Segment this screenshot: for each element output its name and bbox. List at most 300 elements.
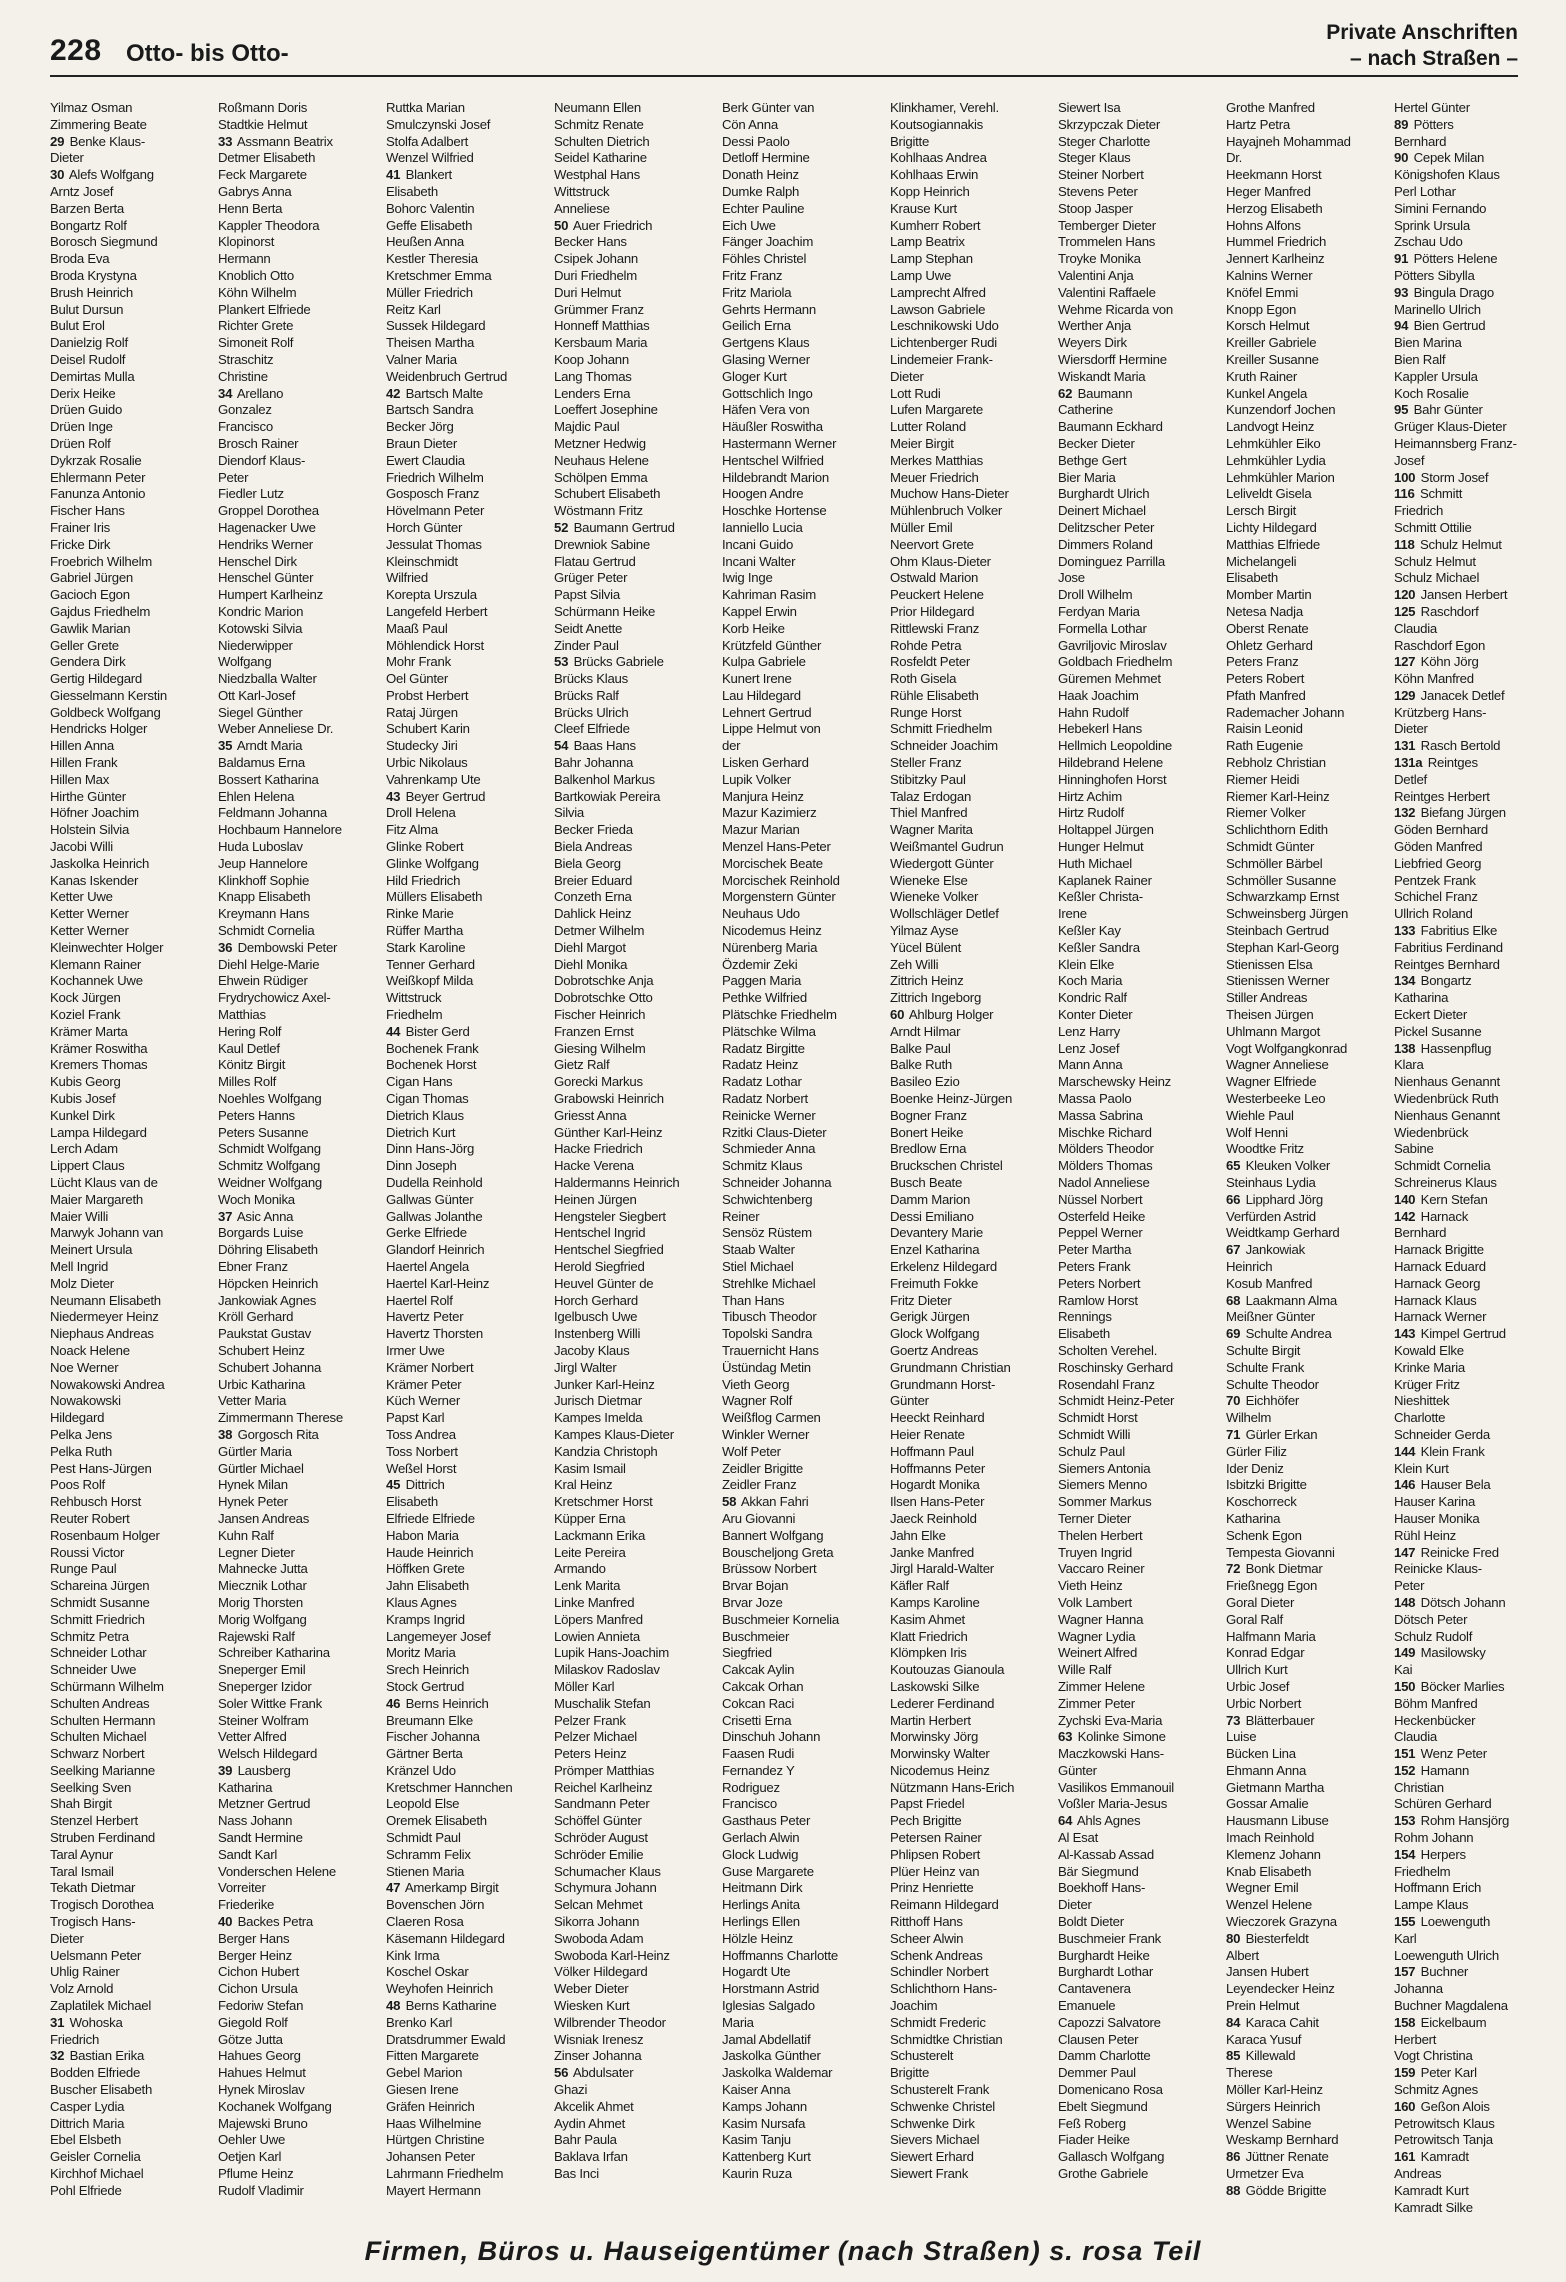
list-item: Wiskandt Maria xyxy=(1058,368,1146,384)
list-item: Morwinsky Walter xyxy=(890,1746,990,1762)
list-item: Häußler Roswitha xyxy=(722,419,823,435)
list-item: Herzog Elisabeth xyxy=(1226,200,1323,216)
list-item: Muschalik Stefan xyxy=(554,1695,651,1711)
list-item: Pelzer Frank xyxy=(554,1712,626,1728)
list-item: Skrzypczak Dieter xyxy=(1058,116,1161,132)
house-number: 31 xyxy=(50,2014,65,2030)
list-item: Grothe Gabriele xyxy=(1058,2166,1149,2182)
list-item: Lupik Volker xyxy=(722,771,791,787)
list-item: Klaus Agnes xyxy=(386,1594,457,1610)
list-item: Sommer Markus xyxy=(1058,1494,1152,1510)
list-item: Mölders Thomas xyxy=(1058,1158,1153,1174)
house-number: 41 xyxy=(386,167,401,183)
house-number: 44 xyxy=(386,1023,401,1039)
list-item: 62 Baumann xyxy=(1058,385,1133,401)
house-number: 146 xyxy=(1394,1477,1416,1493)
list-item: Nieshittek xyxy=(1394,1393,1450,1409)
list-item: Netesa Nadja xyxy=(1226,603,1303,619)
list-item: Jaskolka Heinrich xyxy=(50,855,150,871)
list-item: Friedhelm xyxy=(386,1007,443,1023)
list-item: Laskowski Silke xyxy=(890,1678,980,1694)
list-item: Bethge Gert xyxy=(1058,452,1127,468)
house-number: 70 xyxy=(1226,1393,1241,1409)
list-item: Cokcan Raci xyxy=(722,1695,795,1711)
list-item: Kränzel Udo xyxy=(386,1762,456,1778)
list-item: Schmidt Willi xyxy=(1058,1426,1131,1442)
list-item: 36 Dembowski Peter xyxy=(218,939,338,955)
list-item: Leschnikowski Udo xyxy=(890,318,999,334)
list-item: Plätschke Wilma xyxy=(722,1023,816,1039)
list-item: Damm Marion xyxy=(890,1191,971,1207)
list-item: Hölzle Heinz xyxy=(722,1930,794,1946)
list-item: Swoboda Adam xyxy=(554,1930,644,1946)
house-number: 138 xyxy=(1394,1040,1416,1056)
list-item: Brücks Ralf xyxy=(554,687,619,703)
list-item: Neumann Elisabeth xyxy=(50,1292,161,1308)
list-item: Jansen Andreas xyxy=(218,1510,310,1526)
list-item: Roth Gisela xyxy=(890,671,957,687)
list-item: Albert xyxy=(1226,1947,1259,1963)
list-item: Schindler Norbert xyxy=(890,1964,989,1980)
list-item: Hoffmann Paul xyxy=(890,1443,974,1459)
list-item: Lahrmann Friedhelm xyxy=(386,2166,504,2182)
list-item: Morcischek Reinhold xyxy=(722,872,840,888)
house-number: 64 xyxy=(1058,1813,1073,1829)
list-item: Wiehle Paul xyxy=(1226,1107,1294,1123)
list-item: Radatz Lothar xyxy=(722,1074,802,1090)
list-item: Stephan Karl-Georg xyxy=(1226,939,1339,955)
list-item: Korb Heike xyxy=(722,620,785,636)
list-item: Prömper Matthias xyxy=(554,1762,655,1778)
list-item: Jacobi Willi xyxy=(50,839,113,855)
list-item: Neuhaus Helene xyxy=(554,452,649,468)
list-item: Dudella Reinhold xyxy=(386,1175,483,1190)
list-item: Delitzscher Peter xyxy=(1058,519,1155,535)
list-item: Cigan Thomas xyxy=(386,1091,469,1107)
directory-column xyxy=(1226,100,1390,2220)
list-item: Troyke Monika xyxy=(1058,251,1141,267)
list-item: Dinschuh Johann xyxy=(722,1729,821,1745)
list-item: Harnack Werner xyxy=(1394,1309,1487,1325)
list-item: Küpper Erna xyxy=(554,1510,626,1526)
list-item: Duri Friedhelm xyxy=(554,267,637,283)
list-item: Kosub Manfred xyxy=(1226,1275,1313,1291)
list-item: Schüren Gerhard xyxy=(1394,1796,1492,1812)
list-item: Fischer Johanna xyxy=(386,1729,480,1745)
list-item: Frießnegg Egon xyxy=(1226,1578,1318,1594)
list-item: Dahlick Heinz xyxy=(554,906,632,922)
list-item: Therese xyxy=(1226,2065,1273,2081)
list-item: Vasilikos Emmanouil xyxy=(1058,1779,1174,1795)
list-item: Gerigk Jürgen xyxy=(890,1309,970,1325)
list-item: Meuer Friedrich xyxy=(890,469,979,485)
list-item: Reintges Herbert xyxy=(1394,788,1490,804)
list-item: Diehl Monika xyxy=(554,956,628,972)
list-item: 151 Wenz Peter xyxy=(1394,1746,1487,1762)
list-item: Grundmann Horst- xyxy=(890,1376,996,1392)
house-number: 148 xyxy=(1394,1594,1416,1610)
list-item: Papst Karl xyxy=(386,1410,445,1426)
list-item: Hynek Milan xyxy=(218,1477,288,1493)
list-item: Toss Norbert xyxy=(386,1443,458,1459)
list-item: 149 Masilowsky xyxy=(1394,1645,1486,1661)
list-item: Köhn Wilhelm xyxy=(218,284,297,300)
list-item: Kotowski Silvia xyxy=(218,620,303,636)
list-item: Küch Werner xyxy=(386,1393,460,1409)
list-item: 54 Baas Hans xyxy=(554,738,636,754)
house-number: 54 xyxy=(554,738,569,754)
list-item: Hirthe Günter xyxy=(50,788,126,804)
list-item: 132 Biefang Jürgen xyxy=(1394,805,1506,821)
list-item: 48 Berns Katharine xyxy=(386,1998,497,2014)
list-item: Klein Elke xyxy=(1058,956,1115,972)
list-item: Gloger Kurt xyxy=(722,368,787,384)
list-item: Schmitt Friedrich xyxy=(50,1611,145,1627)
list-item: Gossar Amalie xyxy=(1226,1796,1309,1812)
list-item: Incani Guido xyxy=(722,536,794,552)
list-item: Steiner Norbert xyxy=(1058,167,1144,183)
list-item: Hynek Peter xyxy=(218,1494,288,1510)
list-item: Brosch Rainer xyxy=(218,435,299,451)
list-item: Krützfeld Günther xyxy=(722,637,822,653)
list-item: Hendricks Holger xyxy=(50,721,148,737)
list-item: Kopp Heinrich xyxy=(890,183,970,199)
list-item: Bulut Erol xyxy=(50,318,105,334)
list-item: 144 Klein Frank xyxy=(1394,1443,1485,1459)
list-item: Bonert Heike xyxy=(890,1124,964,1140)
list-item: Merkes Matthias xyxy=(890,452,983,468)
list-item: Stienen Maria xyxy=(386,1863,465,1879)
list-item: Glasing Werner xyxy=(722,351,810,367)
list-item: 42 Bartsch Malte xyxy=(386,385,483,401)
list-item: Gallwas Jolanthe xyxy=(386,1208,483,1224)
list-item: Klein Kurt xyxy=(1394,1460,1449,1476)
list-item: Schubert Elisabeth xyxy=(554,486,661,502)
list-item: Bier Maria xyxy=(1058,469,1116,485)
list-item: Niedzballa Walter xyxy=(218,671,317,687)
list-item: Zeh Willi xyxy=(890,956,939,972)
list-item: Christine xyxy=(218,368,268,384)
list-item: Höfner Joachim xyxy=(50,805,139,821)
list-item: Koch Rosalie xyxy=(1394,385,1469,401)
list-item: 146 Hauser Bela xyxy=(1394,1477,1491,1493)
list-item: Müller Friedrich xyxy=(386,284,473,300)
list-item: Fritz Dieter xyxy=(890,1292,952,1308)
list-item: Siemers Antonia xyxy=(1058,1460,1151,1476)
list-item: Seelking Marianne xyxy=(50,1762,155,1778)
list-item: Fiedler Lutz xyxy=(218,486,284,502)
list-item: Keßler Sandra xyxy=(1058,939,1140,955)
list-item: Burghardt Ulrich xyxy=(1058,486,1150,502)
list-item: 52 Baumann Gertrud xyxy=(554,519,675,535)
list-item: Reintges Bernhard xyxy=(1394,956,1500,972)
list-item: Krause Kurt xyxy=(890,200,957,216)
list-item: Yilmaz Osman xyxy=(50,100,133,115)
list-item: Probst Herbert xyxy=(386,687,469,703)
list-item: Sikorra Johann xyxy=(554,1914,640,1930)
list-item: Moritz Maria xyxy=(386,1645,456,1661)
list-item: Peters Susanne xyxy=(218,1124,309,1140)
list-item: Ritthoff Hans xyxy=(890,1914,963,1930)
list-item: Schulz Paul xyxy=(1058,1443,1125,1459)
page-number: 228 xyxy=(50,34,102,67)
list-item: Cakcak Aylin xyxy=(722,1662,795,1678)
list-item: Güremen Mehmet xyxy=(1058,671,1161,687)
list-item: Häfen Vera von xyxy=(722,402,810,418)
list-item: Rinke Marie xyxy=(386,906,454,922)
list-item: Götze Jutta xyxy=(218,2031,283,2047)
list-item: Radatz Norbert xyxy=(722,1091,808,1107)
list-item: Mazur Marian xyxy=(722,822,800,838)
list-item: Uhlig Rainer xyxy=(50,1964,120,1980)
house-number: 142 xyxy=(1394,1208,1416,1224)
list-item: Weyers Dirk xyxy=(1058,335,1127,351)
list-item: Jaeck Reinhold xyxy=(890,1510,977,1526)
list-item: Morwinsky Jörg xyxy=(890,1729,979,1745)
list-item: Wagner Anneliese xyxy=(1226,1057,1329,1073)
list-item: Kubis Georg xyxy=(50,1074,121,1090)
list-item: Hummel Friedrich xyxy=(1226,234,1327,250)
house-number: 127 xyxy=(1394,654,1416,670)
list-item: Fitten Margarete xyxy=(386,2048,479,2064)
list-item: Zimmermann Therese xyxy=(218,1410,343,1426)
list-item: Schmitt Ottilie xyxy=(1394,519,1472,535)
list-item: Dinn Hans-Jörg xyxy=(386,1141,475,1157)
list-item: Volk Lambert xyxy=(1058,1594,1132,1610)
list-item: Giesselmann Kerstin xyxy=(50,687,167,703)
list-item: Junker Karl-Heinz xyxy=(554,1376,655,1392)
list-item: Wisniak Irenesz xyxy=(554,2031,644,2047)
list-item: Maria xyxy=(722,2014,754,2030)
list-item: Hartz Petra xyxy=(1226,116,1290,132)
list-item: Schareina Jürgen xyxy=(50,1578,150,1594)
list-item: Tempesta Giovanni xyxy=(1226,1544,1335,1560)
list-item: Valner Maria xyxy=(386,351,457,367)
list-item: Steller Franz xyxy=(890,755,962,771)
list-item: Schenk Egon xyxy=(1226,1527,1302,1543)
list-item: Volz Arnold xyxy=(50,1981,114,1997)
list-item: Borgards Luise xyxy=(218,1225,304,1241)
list-item: Kulpa Gabriele xyxy=(722,654,806,670)
list-item: Hentschel Siegfried xyxy=(554,1242,664,1258)
list-item: Plätschke Friedhelm xyxy=(722,1007,837,1023)
list-item: Zimmer Peter xyxy=(1058,1695,1135,1711)
list-item: Kappel Erwin xyxy=(722,603,797,619)
list-item: Pest Hans-Jürgen xyxy=(50,1460,152,1476)
list-item: Heekmann Horst xyxy=(1226,167,1322,183)
list-item: Goldbeck Wolfgang xyxy=(50,704,161,720)
list-item: Horch Gerhard xyxy=(554,1292,638,1308)
list-item: Huda Luboslav xyxy=(218,839,303,855)
list-item: Buschmeier Frank xyxy=(1058,1930,1162,1946)
list-item: Kandzia Christoph xyxy=(554,1443,658,1459)
list-item: Lackmann Erika xyxy=(554,1527,646,1543)
list-item: Dimmers Roland xyxy=(1058,536,1153,552)
list-item: Kleinschmidt xyxy=(386,553,458,569)
list-item: Langefeld Herbert xyxy=(386,603,488,619)
list-item: Leopold Else xyxy=(386,1796,460,1812)
house-number: 120 xyxy=(1394,587,1416,603)
list-item: Stoop Jasper xyxy=(1058,200,1133,216)
directory-column xyxy=(1394,100,1558,2220)
list-item: Rühle Elisabeth xyxy=(890,687,979,703)
list-item: Maier Willi xyxy=(50,1208,109,1224)
house-number: 39 xyxy=(218,1762,233,1778)
list-item: 43 Beyer Gertrud xyxy=(386,788,486,804)
list-item: Schröder Emilie xyxy=(554,1846,644,1862)
list-item: Glock Ludwig xyxy=(722,1846,799,1862)
list-item: Kleinwechter Holger xyxy=(50,939,164,955)
list-item: Herlings Anita xyxy=(722,1897,800,1913)
list-item: Wenzel Sabine xyxy=(1226,2115,1312,2131)
list-item: Wagner Lydia xyxy=(1058,1628,1136,1644)
list-item: Incani Walter xyxy=(722,553,796,569)
list-item: Kowald Elke xyxy=(1394,1342,1464,1358)
list-item: Rohm Johann xyxy=(1394,1830,1474,1846)
list-item: Schusterelt xyxy=(890,2048,954,2064)
list-item: 72 Bonk Dietmar xyxy=(1226,1561,1323,1577)
list-item: Weidtkamp Gerhard xyxy=(1226,1225,1340,1241)
list-item: Hauser Monika xyxy=(1394,1510,1480,1526)
list-item: Balke Paul xyxy=(890,1040,951,1056)
list-item: Knab Elisabeth xyxy=(1226,1863,1312,1879)
house-number: 154 xyxy=(1394,1846,1416,1862)
list-item: Lupik Hans-Joachim xyxy=(554,1645,669,1661)
list-item: Urbic Katharina xyxy=(218,1376,306,1392)
list-item: Massa Paolo xyxy=(1058,1091,1132,1107)
list-item: Knopp Egon xyxy=(1226,301,1297,317)
list-item: Hendriks Werner xyxy=(218,536,313,552)
list-item: 71 Gürler Erkan xyxy=(1226,1426,1318,1442)
list-item: Grümmer Franz xyxy=(554,301,644,317)
list-item: 46 Berns Heinrich xyxy=(386,1695,489,1711)
list-item: Hynek Miroslav xyxy=(218,2082,305,2098)
list-item: 159 Peter Karl xyxy=(1394,2065,1477,2081)
list-item: Poos Rolf xyxy=(50,1477,105,1493)
list-item: Hauser Karina xyxy=(1394,1494,1476,1510)
list-item: Deinert Michael xyxy=(1058,503,1146,519)
list-item: Meier Birgit xyxy=(890,435,954,451)
list-item: Francisco xyxy=(218,419,273,435)
section-title-line1: Private Anschriften xyxy=(1326,21,1518,44)
list-item: Martin Herbert xyxy=(890,1712,971,1728)
list-item: Temberger Dieter xyxy=(1058,217,1156,233)
list-item: Gallasch Wolfgang xyxy=(1058,2149,1165,2165)
list-item: Hogardt Monika xyxy=(890,1477,980,1493)
house-number: 62 xyxy=(1058,385,1073,401)
list-item: Perl Lothar xyxy=(1394,183,1456,199)
list-item: Bredlow Erna xyxy=(890,1141,967,1157)
list-item: Niedermeyer Heinz xyxy=(50,1309,159,1325)
house-number: 71 xyxy=(1226,1426,1241,1442)
list-item: Horstmann Astrid xyxy=(722,1981,820,1997)
list-item: Theisen Martha xyxy=(386,335,475,351)
list-item: Hacke Friedrich xyxy=(554,1141,643,1157)
house-number: 33 xyxy=(218,133,233,149)
list-item: Niederwipper xyxy=(218,637,293,653)
list-item: Halfmann Maria xyxy=(1226,1628,1316,1644)
list-item: Koziel Frank xyxy=(50,1007,121,1023)
list-item: Uelsmann Peter xyxy=(50,1947,142,1963)
list-item: Henschel Günter xyxy=(218,570,314,586)
list-item: Kral Heinz xyxy=(554,1477,613,1493)
list-item: 44 Bister Gerd xyxy=(386,1023,470,1039)
list-item: Peter xyxy=(218,469,249,485)
list-item: Phlipsen Robert xyxy=(890,1846,981,1862)
list-item: Koschorreck xyxy=(1226,1494,1297,1510)
list-item: Gasthaus Peter xyxy=(722,1813,811,1829)
list-item: Feck Margarete xyxy=(218,167,307,183)
list-item: Siemers Menno xyxy=(1058,1477,1148,1493)
list-item: Schulte Frank xyxy=(1226,1359,1305,1375)
list-item: Steinhaus Lydia xyxy=(1226,1175,1316,1190)
list-item: Lenk Marita xyxy=(554,1578,621,1594)
list-item: Loewenguth Ulrich xyxy=(1394,1947,1499,1963)
list-item: Detloff Hermine xyxy=(722,150,810,166)
list-item: Fiader Heike xyxy=(1058,2132,1130,2148)
list-item: Lindemeier Frank- xyxy=(890,351,993,367)
list-item: Nürenberg Maria xyxy=(722,939,818,955)
list-item: Jirgl Walter xyxy=(554,1359,617,1375)
list-item: Ketter Werner xyxy=(50,923,129,939)
list-item: Prein Helmut xyxy=(1226,1998,1300,2014)
list-item: Stevens Peter xyxy=(1058,183,1138,199)
list-item: Lenz Josef xyxy=(1058,1040,1120,1056)
list-item: Schumacher Klaus xyxy=(554,1863,661,1879)
list-item: Prinz Henriette xyxy=(890,1880,974,1896)
list-item: Gorecki Markus xyxy=(554,1074,643,1090)
list-item: Geisler Cornelia xyxy=(50,2149,141,2165)
list-item: Schenk Andreas xyxy=(890,1947,983,1963)
house-number: 63 xyxy=(1058,1729,1073,1745)
list-item: Schmitz Agnes xyxy=(1394,2082,1478,2098)
list-item: Miecznik Lothar xyxy=(218,1578,307,1594)
list-item: Ostwald Marion xyxy=(890,570,979,586)
list-item: Oremek Elisabeth xyxy=(386,1813,487,1829)
list-item: Boekhoff Hans- xyxy=(1058,1880,1146,1896)
list-item: 32 Bastian Erika xyxy=(50,2048,145,2064)
list-item: Schubert Heinz xyxy=(218,1342,305,1358)
list-item: Sneperger Izidor xyxy=(218,1678,312,1694)
list-item: Hermann xyxy=(218,251,271,267)
list-item: Nienhaus Genannt xyxy=(1394,1107,1500,1123)
list-item: Steger Charlotte xyxy=(1058,133,1151,149)
list-item: Ebel Elsbeth xyxy=(50,2132,122,2148)
list-item: Iglesias Salgado xyxy=(722,1998,815,2014)
list-item: Seidt Anette xyxy=(554,620,623,636)
list-item: Vahrenkamp Ute xyxy=(386,771,481,787)
list-item: Wöstmann Fritz xyxy=(554,503,643,519)
list-item: Lufen Margarete xyxy=(890,402,984,418)
list-item: Korepta Urszula xyxy=(386,587,477,603)
list-item: Metzner Hedwig xyxy=(554,435,646,451)
list-item: Anneliese xyxy=(554,200,610,216)
list-item: 153 Rohm Hansjörg xyxy=(1394,1813,1510,1829)
house-number: 131 xyxy=(1394,738,1416,754)
list-item: Konrad Edgar xyxy=(1226,1645,1305,1661)
list-item: Gabrys Anna xyxy=(218,183,292,199)
house-number: 94 xyxy=(1394,318,1409,334)
list-item: Jurisch Dietmar xyxy=(554,1393,642,1409)
list-item: Armando xyxy=(554,1561,606,1577)
list-item: Conzeth Erna xyxy=(554,889,632,905)
list-item: Grundmann Christian xyxy=(890,1359,1011,1375)
list-item: Kreiller Gabriele xyxy=(1226,335,1317,351)
list-item: Fanunza Antonio xyxy=(50,486,146,502)
list-item: Elfriede Elfriede xyxy=(386,1510,475,1526)
list-item: Kondric Marion xyxy=(218,603,304,619)
list-item: Gürtler Maria xyxy=(218,1443,292,1459)
